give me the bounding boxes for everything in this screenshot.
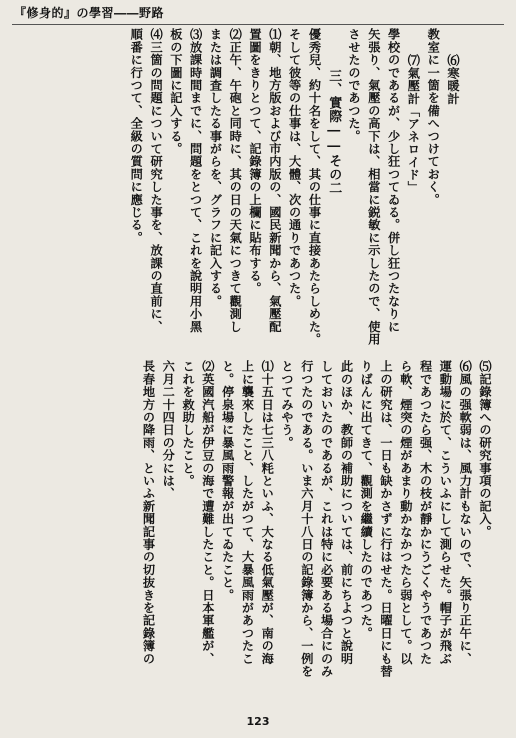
text-line: 此のほか、教師の補助については、前にちよつと說明 [339,360,354,665]
text-line: ⑵正午、午砲と同時に、其の日の天氣につきて觀測し [228,28,243,333]
text-line: または調査したる事がらを、グラフに記入する。 [208,28,223,308]
text-line: そして彼等の仕事は、大體、次の通りであつた。 [287,28,302,308]
section-heading: 三、實際――その二 [326,68,342,195]
lower-text-block [138,360,494,690]
text-line: これを救助したこと。 [181,360,196,487]
text-line: と。停泉場に暴風雨警報が出てゐたこと。 [220,360,235,602]
text-line: ⑶放課時間までに、問題をとつて、これを說明用小黑 [188,28,203,333]
text-line: しておいたのであるが、これは特に必要ある場合にのみ [319,360,334,678]
text-line: 教室に一箇を備へつけておく。 [426,28,441,206]
text-line: 程であつたら强、木の枝が靜かにうごくやうであつた [418,360,433,665]
text-line: させたのであつた。 [347,28,362,143]
text-line: 上に襲來したこと、したがつて、大暴風雨があつたこ [240,360,255,665]
text-line: 矢張り、氣壓の高下は、相當に鋭敏に示したので、使用 [366,28,381,346]
text-line: ⑴朝、地方版および市内版の、國民新聞から、氣壓配 [267,28,282,333]
text-line: ⑸記錄簿への研究事項の記入。 [478,360,492,538]
upper-text-block [125,28,462,358]
header-rule [12,24,504,25]
text-line: 學校のであるが、少し狂つてゐる。併し狂つたなりに [386,28,401,333]
text-line: ⑺氣壓計「アネロイド」 [406,53,421,194]
text-line: ⑴十五日は七三八粍といふ、大なる低氣壓が、南の海 [260,360,275,665]
text-line: ⑷三箇の問題について研究した事を、放課の直前に、 [149,28,164,333]
text-line: 上の研究は、一日も缺かさずに行はせた。日曜日にも替 [379,360,394,678]
text-line: ら軟、煙突の煙があまり動かなかつたら弱として。以 [398,360,413,665]
page-number: 123 [246,715,270,728]
text-line: 優秀兒、約十名をして、其の仕事に直接あたらしめた。 [307,28,322,346]
text-line: ⑵英國汽船が伊豆の海で遭難したこと。日本軍艦が、 [200,360,215,665]
text-line: ⑹寒暖計 [446,53,460,105]
text-line: 順番に行つて、全級の質問に應じる。 [129,28,144,244]
text-line: 行つたのである。いま六月十八日の記錄簿から、一例を [299,360,314,678]
text-line: りばんに出てきて、觀測を繼續したのであつた。 [359,360,374,640]
text-line: 六月二十四日の分には、 [161,360,176,500]
text-line: ⑹風の强軟弱は、風力計もないので、矢張り正午に、 [458,360,473,665]
text-line: 板の下圖に記入する。 [168,28,183,155]
running-head: 『修身的』の學習――野路 [14,6,165,20]
text-line: 置圖をきりとつて、記錄簿の上欄に貼布する。 [248,28,263,295]
text-line: とつてみやう。 [280,360,295,449]
text-line: 長春地方の降雨、といふ新聞記事の切抜きを記錄簿の [141,360,156,665]
text-line: 運動場に於て、こういふにして測らせた。帽子が飛ぶ [438,360,453,665]
